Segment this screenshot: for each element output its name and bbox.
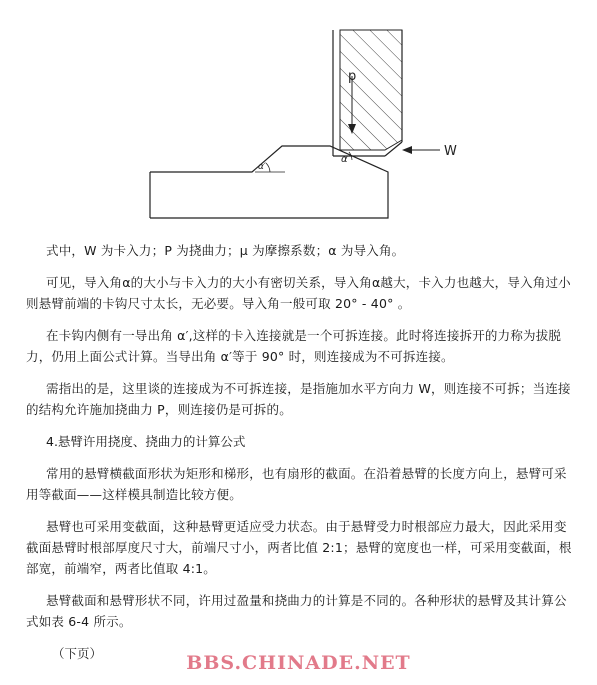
paragraph-7: 悬臂截面和悬臂形状不同，许用过盈量和挠曲力的计算是不同的。各种形状的悬臂及其计算公式如表 6-4 所示。 — [26, 593, 567, 629]
mating-part-hatched — [340, 30, 402, 150]
snap-fit-diagram-svg — [0, 0, 597, 235]
document-body — [0, 232, 597, 664]
watermark: BBS.CHINADE.NET — [186, 652, 411, 674]
paragraph-5: 常用的悬臂横截面形状为矩形和梯形，也有扇形的截面。在沿着悬臂的长度方向上，悬臂可采用等截面——这样模具制造比较方便。 — [26, 466, 567, 502]
next-page-label: （下页） — [52, 646, 103, 661]
paragraph-2: 可见，导入角α的大小与卡入力的大小有密切关系，导入角α越大，卡入力也越大，导入角过小则悬臂前端的卡钩尺寸太长，无必要。导入角一般可取 20° - 40° 。 — [26, 275, 571, 311]
paragraph-1: 式中，W 为卡入力；P 为挠曲力；μ 为摩擦系数；α 为导入角。 — [46, 243, 405, 258]
label-w: W — [444, 144, 457, 159]
label-p: p — [348, 69, 357, 84]
paragraph-6: 悬臂也可采用变截面，这种悬臂更适应受力状态。由于悬臂受力时根部应力最大，因此采用变截面悬臂时根部厚度尺寸大，前端尺寸小，两者比值 2:1；悬臂的宽度也一样，可采用变截面，根部宽，前端窄，两者比值取 4:1。 — [26, 519, 572, 576]
cantilever-outline — [150, 146, 388, 218]
paragraph-4: 需指出的是，这里谈的连接成为不可拆连接，是指施加水平方向力 W，则连接不可拆；当连接的结构允许施加挠曲力 P，则连接仍是可拆的。 — [26, 381, 571, 417]
label-alpha: α — [341, 154, 348, 165]
section-heading: 4.悬臂许用挠度、挠曲力的计算公式 — [46, 434, 246, 449]
snap-fit-diagram — [0, 0, 597, 235]
force-w-arrowhead — [402, 146, 412, 154]
paragraph-3: 在卡钩内侧有一导出角 α′,这样的卡入连接就是一个可拆连接。此时将连接拆开的力称为拔脱力，仍用上面公式计算。当导出角 α′等于 90° 时，则连接成为不可拆连接。 — [26, 328, 562, 364]
label-alpha-prime: α′ — [258, 162, 266, 172]
